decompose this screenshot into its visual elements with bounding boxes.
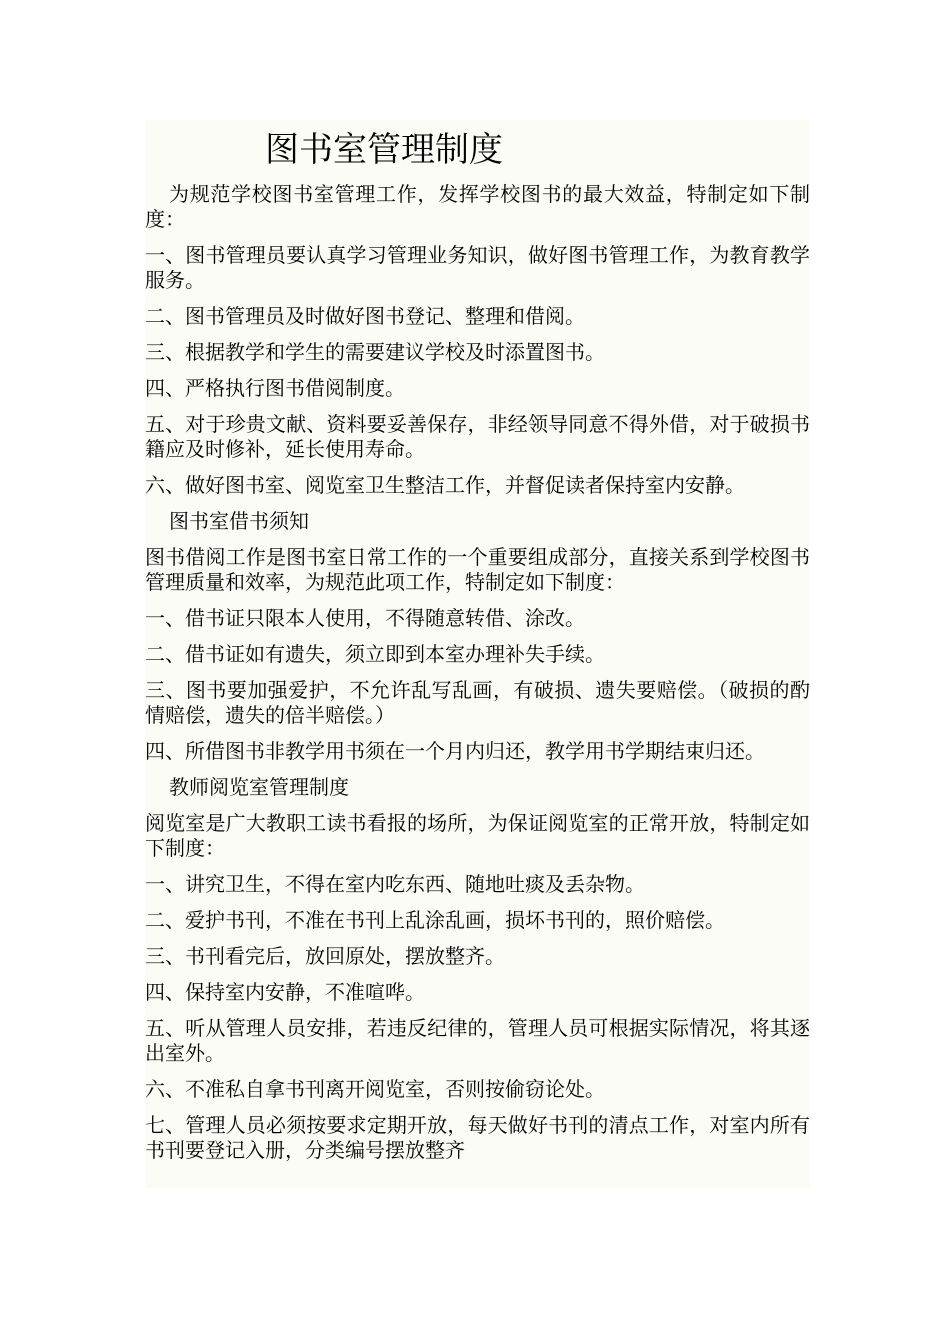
section-heading-borrowing: 图书室借书须知 — [169, 509, 309, 533]
document-title: 图书室管理制度 — [265, 130, 503, 170]
rule-paragraph: 四、严格执行图书借阅制度。 — [145, 376, 405, 400]
rule-paragraph: 四、所借图书非教学用书须在一个月内归还，教学用书学期结束归还。 — [145, 739, 765, 763]
rule-paragraph: 一、讲究卫生，不得在室内吃东西、随地吐痰及丢杂物。 — [145, 872, 645, 896]
rule-paragraph: 一、图书管理员要认真学习管理业务知识，做好图书管理工作，为教育教学服务。 — [145, 243, 810, 292]
rule-paragraph: 二、爱护书刊，不准在书刊上乱涂乱画，损坏书刊的，照价赔偿。 — [145, 908, 725, 932]
rule-paragraph: 三、书刊看完后，放回原处，摆放整齐。 — [145, 944, 505, 968]
section-intro-paragraph: 图书借阅工作是图书室日常工作的一个重要组成部分，直接关系到学校图书管理质量和效率，为规范此项工作，特制定如下制度： — [145, 545, 810, 594]
rule-paragraph: 三、图书要加强爱护，不允许乱写乱画，有破损、遗失要赔偿。（破损的酌情赔偿，遗失的倍半赔偿。） — [145, 678, 810, 727]
section-intro-paragraph: 阅览室是广大教职工读书看报的场所，为保证阅览室的正常开放，特制定如下制度： — [145, 811, 810, 860]
document-body — [145, 182, 810, 1174]
section-heading-reading-room: 教师阅览室管理制度 — [169, 775, 349, 799]
rule-paragraph: 七、管理人员必须按要求定期开放，每天做好书刊的清点工作，对室内所有书刊要登记入册，分类编号摆放整齐 — [145, 1113, 810, 1162]
rule-paragraph: 六、不准私自拿书刊离开阅览室，否则按偷窃论处。 — [145, 1077, 605, 1101]
rule-paragraph: 二、借书证如有遗失，须立即到本室办理补失手续。 — [145, 642, 605, 666]
rule-paragraph: 四、保持室内安静，不准喧哗。 — [145, 980, 425, 1004]
rule-paragraph: 六、做好图书室、阅览室卫生整洁工作，并督促读者保持室内安静。 — [145, 473, 745, 497]
intro-paragraph: 为规范学校图书室管理工作，发挥学校图书的最大效益，特制定如下制度： — [145, 182, 810, 231]
rule-paragraph: 五、听从管理人员安排，若违反纪律的，管理人员可根据实际情况，将其逐出室外。 — [145, 1016, 810, 1065]
rule-paragraph: 三、根据教学和学生的需要建议学校及时添置图书。 — [145, 340, 605, 364]
document-text-block — [145, 120, 810, 1188]
rule-paragraph: 一、借书证只限本人使用，不得随意转借、涂改。 — [145, 606, 585, 630]
rule-paragraph: 二、图书管理员及时做好图书登记、整理和借阅。 — [145, 304, 585, 328]
rule-paragraph: 五、对于珍贵文献、资料要妥善保存，非经领导同意不得外借，对于破损书籍应及时修补，延长使用寿命。 — [145, 412, 810, 461]
